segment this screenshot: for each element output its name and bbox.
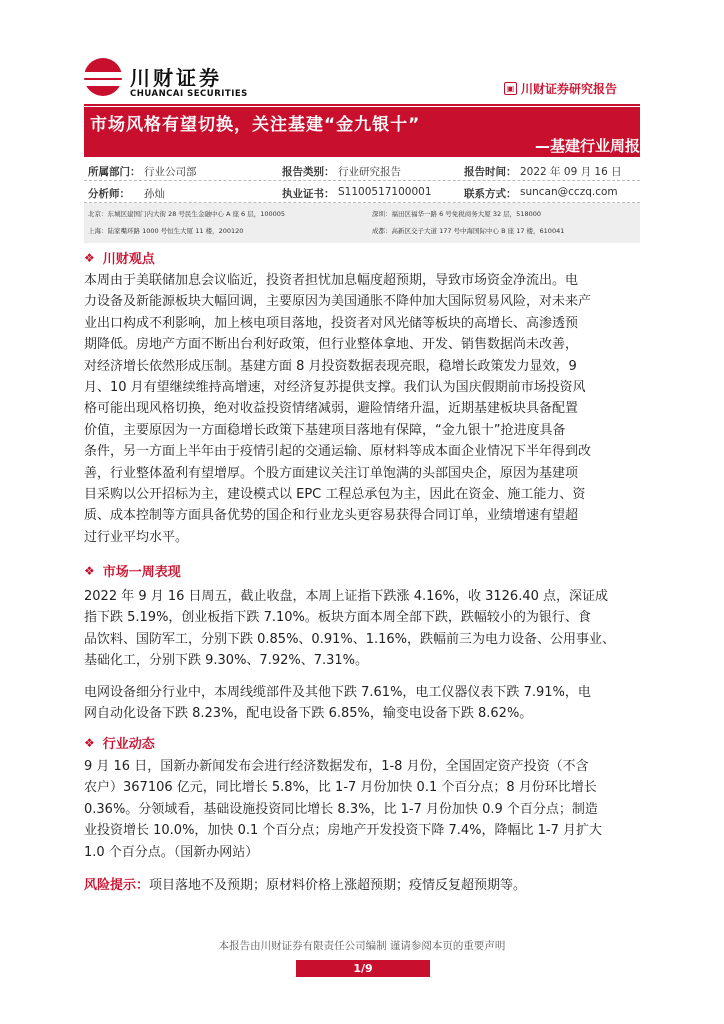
section-heading-industry [84,733,155,752]
brand-name-en: CHUANCAI SECURITIES [130,89,248,99]
cert-label: 执业证书： [282,188,335,200]
text-line: 善，行业整体盈利有望增厚。个股方面建议关注订单饱满的头部国央企，原因为基建项 [84,465,579,481]
diamond-bullet-icon: ❖ [84,735,95,750]
text-line: 力设备及新能源板块大幅回调，主要原因为美国通胀不降仲加大国际贸易风险，对未来产 [84,294,592,310]
report-info-table [84,159,640,203]
report-tag-icon: ▣ [504,82,517,95]
text-line: 目采购以公开招标为主，建设模式以 EPC 工程总承包为主，因此在资金、施工能力、资 [84,487,586,503]
diamond-bullet-icon: ❖ [84,250,95,265]
time-label: 报告时间： [464,166,517,178]
text-line: 过行业平均水平。 [84,529,189,545]
report-title: 市场风格有望切换，关注基建“金九银十” [90,115,421,135]
info-row-2 [84,181,640,203]
text-line: 指下跌 5.19%，创业板指下跌 7.10%。板块方面本周全部下跌，跌幅较小的为银行、食 [84,610,591,626]
text-line: 品饮料、国防军工，分别下跌 0.85%、0.91%、1.16%，跌幅前三为电力设备、公用事业、 [84,631,616,647]
report-tag-label: 川财证券研究报告 [521,82,618,96]
text-line: 农户）367106 亿元，同比增长 5.8%，比 1-7 月份加快 0.1 个百分点；8 月份环比增长 [84,780,597,796]
report-tag [504,80,617,97]
section-heading-market [84,561,181,580]
text-line: 网自动化设备下跌 8.23%，配电设备下跌 6.85%，输变电设备下跌 8.62%。 [84,706,533,722]
footer-disclaimer: 本报告由川财证券有限责任公司编制 谨请参阅本页的重要声明 [218,940,506,952]
text-line: 2022 年 9 月 16 日周五，截止收盘，本周上证指下跌涨 4.16%，收 3126.40 点，深证成 [84,589,609,604]
address-chengdu: 成都：高新区交子大道 177 号中海国际中心 B 座 17 楼，610041 [372,227,565,235]
dept-label: 所属部门： [88,166,141,178]
time-value: 2022 年 09 月 16 日 [520,166,622,178]
company-logo-icon [84,58,122,96]
text-line: 1.0 个百分点。（国新办网站） [84,844,259,860]
text-line: 对经济增长依然形成压制。基建方面 8 月投资数据表现亮眼，稳增长政策发力显效，9 [84,358,577,374]
market-paragraph-2 [84,682,640,725]
address-beijing: 北京：东城区建国门内大街 28 号民生金融中心 A 座 6 层，100005 [88,210,286,218]
view-paragraph [84,270,640,548]
analyst-value: 孙灿 [144,188,165,200]
analyst-label: 分析师： [88,188,130,200]
text-line: 9 月 16 日，国新办新闻发布会进行经济数据发布，1-8 月份，全国固定资产投资（不含 [84,759,589,774]
text-line: 期降低。房地产方面不断出台利好政策，但行业整体拿地、开发、销售数据尚未改善， [84,337,579,353]
diamond-bullet-icon: ❖ [84,563,95,578]
risk-text: 项目落地不及预期；原材料价格上涨超预期；疫情反复超预期等。 [149,878,527,893]
section-title: 市场一周表现 [102,565,181,580]
report-subtitle: —基建行业周报 [534,137,640,155]
section-heading-view [84,248,155,267]
category-value: 行业研究报告 [338,166,401,178]
page-number: 1/9 [296,960,430,977]
text-line: 质、成本控制等方面具备优势的国企和行业龙头更容易获得合同订单，业绩增速有望超 [84,508,579,524]
contact-value[interactable]: suncan@cczq.com [520,186,618,198]
address-shenzhen: 深圳：福田区福华一路 6 号免税商务大厦 32 层，518000 [372,210,541,218]
risk-label: 风险提示： [84,878,150,893]
text-line: 基础化工，分别下跌 9.30%、7.92%、7.31%。 [84,653,369,669]
section-title: 川财观点 [102,252,155,267]
risk-warning [84,874,640,893]
text-line: 业出口构成不利影响，加上核电项目落地，投资者对风光储等板块的高增长、高渗透预 [84,315,579,331]
text-line: 0.36%。分领域看，基础设施投资同比增长 8.3%，比 1-7 月份加快 0.9 个百分点；制造 [84,801,598,817]
cert-value: S1100517100001 [338,186,432,198]
office-addresses [84,203,640,243]
text-line: 业投资增长 10.0%，加快 0.1 个百分点；房地产开发投资下降 7.4%，降幅比 1-7 月扩大 [84,823,603,839]
dept-value: 行业公司部 [144,166,197,178]
text-line: 价值，主要原因为一方面稳增长政策下基建项目落地有保障，“金九银十”抢进度具备 [84,422,566,438]
section-title: 行业动态 [102,737,155,752]
text-line: 条件，另一方面上半年由于疫情引起的交通运输、原材料等成本面企业情况下半年得到改 [84,444,592,460]
text-line: 电网设备细分行业中，本周线缆部件及其他下跌 7.61%，电工仪器仪表下跌 7.91%，电 [84,685,591,700]
market-paragraph-1 [84,586,640,672]
address-shanghai: 上海：陆家嘴环路 1000 号恒生大厦 11 楼，200120 [88,227,244,235]
header-divider [84,104,640,106]
text-line: 格可能出现风格切换，绝对收益投资情绪减弱，避险情绪升温，近期基建板块具备配置 [84,401,579,417]
category-label: 报告类别： [282,166,335,178]
brand-name-cn: 川财证券 [130,66,222,90]
text-line: 月、10 月有望继续维持高增速，对经济复苏提供支撑。我们认为国庆假期前市场投资风 [84,380,586,396]
info-row-1 [84,159,640,181]
contact-label: 联系方式： [464,188,517,200]
text-line: 本周由于美联储加息会议临近，投资者担忧加息幅度超预期，导致市场资金净流出。电 [84,273,579,288]
industry-paragraph [84,756,640,863]
